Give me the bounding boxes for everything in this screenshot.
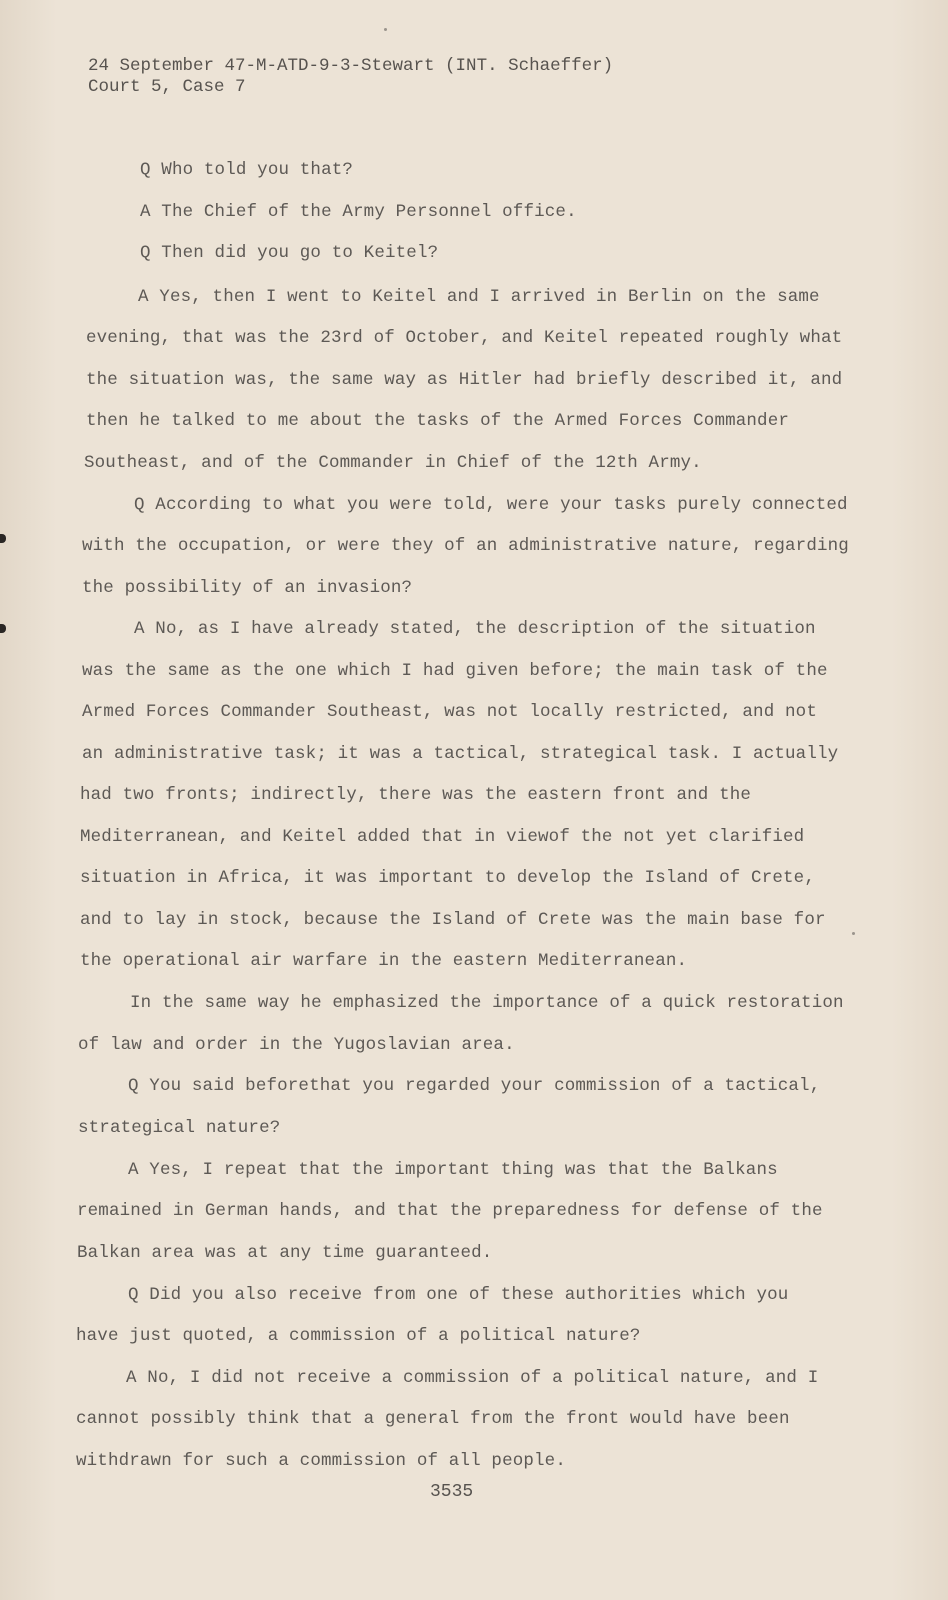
transcript-line: A No, as I have already stated, the description of the situation [134, 619, 816, 639]
transcript-line: have just quoted, a commission of a political nature? [76, 1326, 641, 1346]
transcript-line: the possibility of an invasion? [82, 578, 413, 598]
transcript-line: cannot possibly think that a general from the front would have been [76, 1409, 790, 1429]
transcript-line: Q According to what you were told, were your tasks purely connected [134, 495, 848, 515]
transcript-line: remained in German hands, and that the preparedness for defense of the [77, 1201, 823, 1221]
transcript-line: Armed Forces Commander Southeast, was not locally restricted, and not [82, 702, 817, 722]
header-court-line: Court 5, Case 7 [88, 77, 246, 97]
paper-speck [852, 932, 855, 935]
paper-speck [384, 28, 387, 31]
transcript-line: A Yes, I repeat that the important thing was that the Balkans [128, 1160, 778, 1180]
transcript-line: Q You said beforethat you regarded your commission of a tactical, [128, 1076, 821, 1096]
transcript-line: Mediterranean, and Keitel added that in viewof the not yet clarified [80, 827, 805, 847]
transcript-line: A The Chief of the Army Personnel office. [140, 202, 577, 222]
transcript-line: with the occupation, or were they of an administrative nature, regarding [82, 536, 849, 556]
transcript-line: the operational air warfare in the eastern Mediterranean. [80, 951, 688, 971]
transcript-line: strategical nature? [78, 1118, 281, 1138]
transcript-line: and to lay in stock, because the Island of Crete was the main base for [80, 910, 826, 930]
transcript-line: Southeast, and of the Commander in Chief of the 12th Army. [84, 453, 702, 473]
transcript-line: an administrative task; it was a tactical, strategical task. I actually [82, 744, 839, 764]
transcript-line: was the same as the one which I had given before; the main task of the [82, 661, 828, 681]
transcript-line: A No, I did not receive a commission of a political nature, and I [126, 1368, 819, 1388]
transcript-line: withdrawn for such a commission of all people. [76, 1451, 566, 1471]
transcript-line: the situation was, the same way as Hitler had briefly described it, and [86, 370, 843, 390]
transcript-line: Q Who told you that? [140, 160, 354, 180]
page-number: 3535 [430, 1482, 474, 1502]
transcript-line: A Yes, then I went to Keitel and I arrived in Berlin on the same [138, 287, 820, 307]
transcript-line: then he talked to me about the tasks of the Armed Forces Commander [86, 411, 790, 431]
transcript-line: Balkan area was at any time guaranteed. [77, 1243, 493, 1263]
transcript-line: In the same way he emphasized the importance of a quick restoration [130, 993, 844, 1013]
transcript-line: of law and order in the Yugoslavian area. [78, 1035, 515, 1055]
transcript-line: evening, that was the 23rd of October, and Keitel repeated roughly what [86, 328, 843, 348]
header-reference-line: 24 September 47-M-ATD-9-3-Stewart (INT. Schaeffer) [88, 56, 614, 76]
transcript-line: Q Then did you go to Keitel? [140, 243, 439, 263]
transcript-line: Q Did you also receive from one of these authorities which you [128, 1285, 789, 1305]
transcript-line: had two fronts; indirectly, there was the eastern front and the [80, 785, 752, 805]
transcript-line: situation in Africa, it was important to develop the Island of Crete, [80, 868, 815, 888]
